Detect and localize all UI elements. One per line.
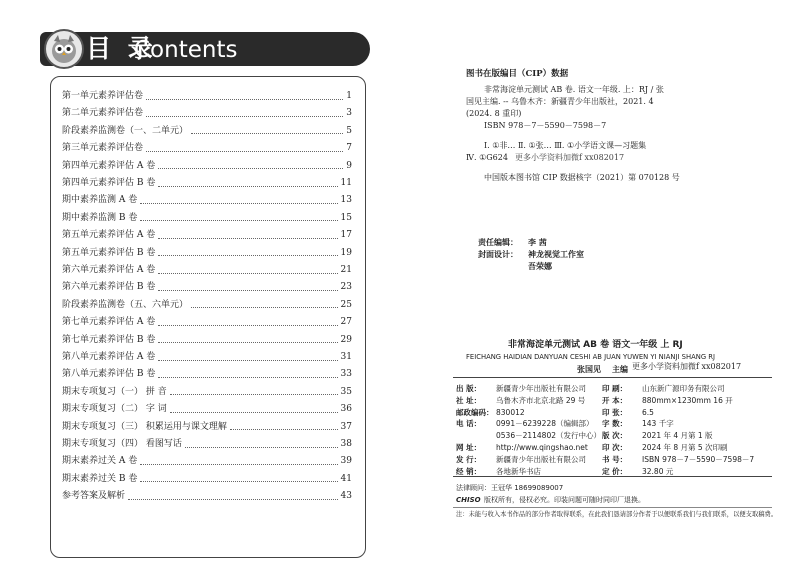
pub-label: 社 址：: [456, 395, 482, 405]
toc-leader: [158, 238, 337, 239]
toc-leader: [158, 290, 337, 291]
toc-row: [62, 350, 352, 364]
toc-row: [62, 315, 352, 329]
toc-leader: [128, 499, 338, 500]
footer-note: 注：未能与收入本书作品的部分作者取得联系，在此我们恳请部分作者于以便联系我们与我们联系，以便支取稿费。: [456, 511, 778, 518]
pub-label: 网 址：: [456, 443, 482, 452]
pub-label: 开 本：: [602, 395, 628, 405]
toc-page: 1: [346, 91, 352, 101]
pub-value: 各地新华书店: [496, 466, 541, 476]
toc-page: 36: [340, 404, 352, 415]
toc-leader: [185, 447, 338, 448]
pub-label: 定 价：: [602, 466, 628, 476]
cip-heading: 图书在版编目（CIP）数据: [466, 69, 569, 79]
toc-row: [62, 211, 352, 225]
toc-row: [62, 420, 352, 434]
toc-leader: [158, 168, 343, 169]
toc-page: 21: [340, 265, 352, 275]
pub-value: 830012: [496, 407, 525, 417]
pub-label: 书 号：: [602, 454, 628, 464]
design-label: 封面设计：: [478, 249, 518, 259]
toc-page: 11: [340, 178, 352, 188]
toc-title: 期末专项复习（四） 看图写话: [62, 439, 182, 449]
bottom-divider: [453, 476, 772, 477]
editor-label: 责任编辑：: [478, 237, 518, 247]
toc-row: [62, 472, 352, 486]
toc-page: 23: [340, 282, 352, 293]
toc-leader: [140, 464, 337, 465]
toc-row: [62, 228, 352, 242]
toc-page: 37: [340, 421, 352, 432]
toc-row: [62, 280, 352, 294]
pub-label: 电 话：: [456, 419, 482, 429]
pub-label: 印 刷：: [602, 384, 628, 393]
toc-row: [62, 402, 352, 416]
pub-label: 经 销：: [456, 466, 482, 476]
pub-value: 乌鲁木齐市北京北路 29 号: [496, 395, 586, 405]
toc-leader: [170, 412, 338, 413]
pub-value: 143 千字: [642, 419, 674, 429]
book-pinyin: FEICHANG HAIDIAN DANYUAN CESHI AB JUAN YUWEN YI NIANJI SHANG RJ: [466, 353, 715, 361]
toc-title: 第五单元素养评估 B 卷: [62, 247, 156, 258]
toc-page: 35: [340, 386, 352, 397]
toc-page: 38: [340, 439, 352, 449]
design-name-1: 神龙视觉工作室: [528, 249, 584, 259]
toc-title: 参考答案及解析: [62, 491, 126, 502]
toc-title: 期末专项复习（一） 拼 音: [62, 386, 167, 397]
toc-leader: [146, 99, 343, 100]
lawyer-info: 法律顾问：王冠华 18699089007: [456, 484, 564, 492]
toc-page: 15: [340, 212, 352, 223]
toc-row: [62, 159, 352, 173]
toc-row: [62, 437, 352, 451]
toc-page: 39: [340, 456, 352, 467]
footer-divider: [453, 507, 772, 508]
toc-title: 第六单元素养评估 A 卷: [62, 265, 156, 275]
toc-title: 第二单元素养评估卷: [62, 108, 144, 119]
toc-leader: [158, 186, 337, 187]
toc-page: 31: [340, 352, 352, 362]
pub-label: 发 行：: [456, 454, 482, 464]
toc-row: [62, 124, 352, 138]
toc-title: 期中素养监测 B 卷: [62, 212, 138, 223]
pub-label: 邮政编码：: [456, 407, 494, 417]
toc-title: 期末素养过关 B 卷: [62, 473, 138, 484]
toc-leader: [191, 133, 343, 134]
toc-leader: [158, 273, 337, 274]
toc-row: [62, 385, 352, 399]
owl-logo-icon: [44, 29, 84, 69]
toc-leader: [158, 360, 337, 361]
toc-title: 阶段素养监测卷（五、六单元）: [62, 299, 189, 310]
pub-value: 山东新广源印务有限公司: [642, 384, 725, 393]
editor-name: 李 茜: [528, 237, 547, 247]
toc-page: 19: [340, 247, 352, 258]
toc-page: 25: [340, 299, 352, 310]
toc-row: [62, 193, 352, 207]
toc-title: 阶段素养监测卷（一、二单元）: [62, 125, 189, 136]
toc-page: 43: [340, 491, 352, 502]
toc-page: 27: [340, 317, 352, 328]
toc-row: [62, 333, 352, 347]
toc-leader: [158, 342, 337, 343]
toc-row: [62, 263, 352, 277]
toc-page: 5: [346, 125, 352, 136]
toc-row: [62, 176, 352, 190]
toc-leader: [158, 255, 337, 256]
toc-row: [62, 246, 352, 260]
cip-library: 中国版本图书馆 CIP 数据核字（2021）第 070128 号: [484, 173, 680, 182]
toc-leader: [191, 307, 338, 308]
cip-line2: 国见主编. -- 乌鲁木齐：新疆青少年出版社，2021. 4: [466, 97, 654, 106]
pub-label: 印 张：: [602, 407, 628, 417]
book-author: 张国见: [577, 365, 601, 374]
toc-page: 33: [340, 369, 352, 380]
pub-value: 880mm×1230mm 16 开: [642, 395, 733, 405]
pub-label: 字 数：: [602, 419, 628, 429]
toc-page: 41: [340, 473, 352, 484]
cip-class2: Ⅳ. ①G624: [466, 153, 508, 162]
toc-title: 第八单元素养评估 A 卷: [62, 352, 156, 362]
pub-value: 0536－2114802（发行中心）: [496, 431, 601, 441]
copyright-brand: CHISO: [456, 496, 481, 504]
cip-class1: Ⅰ. ①非… Ⅱ. ①张… Ⅲ. ①小学语文课—习题集: [484, 141, 647, 150]
toc-row: [62, 454, 352, 468]
toc-title: 第三单元素养评估卷: [62, 143, 144, 154]
toc-row: [62, 106, 352, 120]
toc-title: 期中素养监测 A 卷: [62, 195, 138, 206]
toc-leader: [146, 151, 343, 152]
toc-leader: [140, 481, 337, 482]
toc-row: [62, 489, 352, 503]
toc-leader: [140, 220, 337, 221]
watermark-text-2: 更多小学资料加微f xx082017: [632, 362, 742, 371]
toc-title: 第五单元素养评估 A 卷: [62, 230, 156, 241]
toc-title: 期末专项复习（三） 积累运用与课文理解: [62, 421, 227, 432]
toc-leader: [158, 325, 337, 326]
toc-leader: [140, 203, 337, 204]
toc-title: 第七单元素养评估 B 卷: [62, 334, 156, 345]
cip-line1: 非常海淀单元测试 AB 卷. 语文一年级. 上：RJ / 张: [484, 85, 664, 94]
design-name-2: 吾荣娜: [528, 261, 552, 271]
toc-page: 17: [340, 230, 352, 241]
toc-title: 期末专项复习（二） 字 词: [62, 404, 167, 415]
toc-title: 第一单元素养评估卷: [62, 91, 144, 101]
toc-title: 第六单元素养评估 B 卷: [62, 282, 156, 293]
pub-value: ISBN 978－7－5590－7598－7: [642, 454, 755, 464]
toc-title: 期末素养过关 A 卷: [62, 456, 138, 467]
pub-value: 32.80 元: [642, 466, 674, 476]
toc-row: [62, 298, 352, 312]
toc-title: 第七单元素养评估 A 卷: [62, 317, 156, 328]
toc-leader: [230, 429, 338, 430]
pub-value: 新疆青少年出版社有限公司: [496, 454, 586, 464]
toc-row: [62, 89, 352, 103]
toc-page: 13: [340, 195, 352, 206]
toc-title: 第四单元素养评估 A 卷: [62, 160, 156, 171]
copyright-text: 版权所有，侵权必究。印装问题可随时同印厂退换。: [484, 496, 645, 504]
pub-label: 版 次：: [602, 431, 628, 441]
book-author-role: 主编: [612, 365, 628, 374]
toc-leader: [146, 116, 343, 117]
pub-label: 出 版：: [456, 384, 482, 393]
top-divider: [453, 377, 772, 378]
toc-title: 第八单元素养评估 B 卷: [62, 369, 156, 380]
toc-leader: [170, 394, 338, 395]
cip-isbn: ISBN 978－7－5590－7598－7: [484, 121, 607, 130]
watermark-text-1: 更多小学资料加微f xx082017: [515, 153, 625, 162]
toc-title: 第四单元素养评估 B 卷: [62, 178, 156, 188]
pub-label: 印 次：: [602, 443, 628, 452]
book-title: 非常海淀单元测试 AB 卷 语文一年级 上 RJ: [508, 340, 683, 350]
pub-value: 0991－6239228（编辑部）: [496, 419, 594, 429]
toc-page: 7: [346, 143, 352, 154]
toc-leader: [158, 377, 337, 378]
pub-value: 新疆青少年出版社有限公司: [496, 384, 586, 393]
pub-value: http://www.qingshao.net: [496, 443, 588, 452]
pub-value: 2021 年 4 月第 1 版: [642, 431, 713, 441]
pub-value: 6.5: [642, 407, 654, 417]
toc-page: 29: [340, 334, 352, 345]
toc-page: 9: [346, 160, 352, 171]
contents-title: 目 录: [86, 34, 157, 63]
toc-row: [62, 141, 352, 155]
contents-subtitle: Contents: [134, 37, 238, 63]
toc-row: [62, 367, 352, 381]
toc-page: 3: [346, 108, 352, 119]
pub-value: 2024 年 8 月第 5 次印刷: [642, 443, 728, 452]
cip-line3: (2024. 8 重印): [466, 109, 522, 118]
